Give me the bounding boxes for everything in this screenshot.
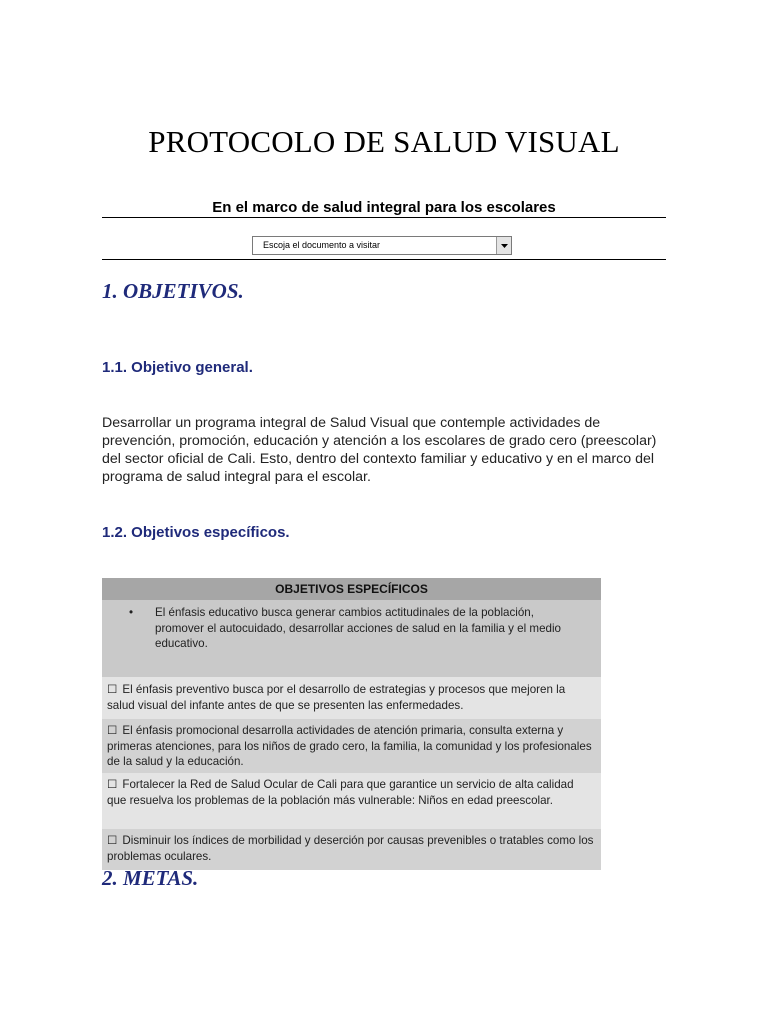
- objetivo-general-text: Desarrollar un programa integral de Salud Visual que contemple actividades de prevención, promoción, educación y atención a los escolares de grado cero (preescolar) del sector oficial de Cali. Esto, dentro del contexto familiar y educativo y en el marco del programa de salud integral para el escolar.: [102, 415, 657, 485]
- divider-top: [102, 217, 666, 218]
- document-select-value: Escoja el documento a visitar: [263, 240, 381, 250]
- divider-bottom: [102, 259, 666, 260]
- checkbox-icon: ☐: [107, 834, 118, 847]
- table-header: OBJETIVOS ESPECÍFICOS: [102, 578, 601, 600]
- subheading-objetivo-general: 1.1. Objetivo general.: [102, 359, 253, 376]
- row-text: Disminuir los índices de morbilidad y deserción por causas prevenibles o tratables como los problemas oculares.: [107, 834, 594, 863]
- table-row: [102, 677, 601, 719]
- page-title: PROTOCOLO DE SALUD VISUAL: [148, 124, 620, 159]
- table-row: [102, 600, 601, 677]
- checkbox-icon: ☐: [107, 683, 118, 696]
- select-dropdown-button[interactable]: [496, 237, 511, 254]
- subheading-objetivos-especificos: 1.2. Objetivos específicos.: [102, 524, 290, 541]
- section-heading-objetivos: 1. OBJETIVOS.: [102, 279, 244, 303]
- document-select[interactable]: [252, 236, 512, 255]
- chevron-down-icon: [501, 244, 508, 248]
- table-row: [102, 773, 601, 829]
- table-row: [102, 829, 601, 870]
- table-row: [102, 719, 601, 773]
- row-text: El énfasis promocional desarrolla actividades de atención primaria, consulta externa y primeras atenciones, para los niños de grado cero, la familia, la comunidad y los profesionales de la salud y la educación.: [107, 724, 592, 768]
- row-text: El énfasis preventivo busca por el desarrollo de estrategias y procesos que mejoren la salud visual del infante antes de que se presenten las enfermedades.: [107, 683, 566, 712]
- section-heading-metas: 2. METAS.: [102, 866, 199, 890]
- bullet-icon: •: [129, 606, 134, 619]
- objetivos-table: [102, 578, 601, 870]
- page-subtitle: En el marco de salud integral para los escolares: [212, 199, 556, 216]
- row-text: Fortalecer la Red de Salud Ocular de Cali para que garantice un servicio de alta calidad que resuelva los problemas de la población más vulnerable: Niños en edad preescolar.: [107, 778, 574, 807]
- row-text: El énfasis educativo busca generar cambios actitudinales de la población, promover el autocuidado, desarrollar acciones de salud en la familia y el medio educativo.: [155, 606, 562, 650]
- checkbox-icon: ☐: [107, 724, 118, 737]
- checkbox-icon: ☐: [107, 778, 118, 791]
